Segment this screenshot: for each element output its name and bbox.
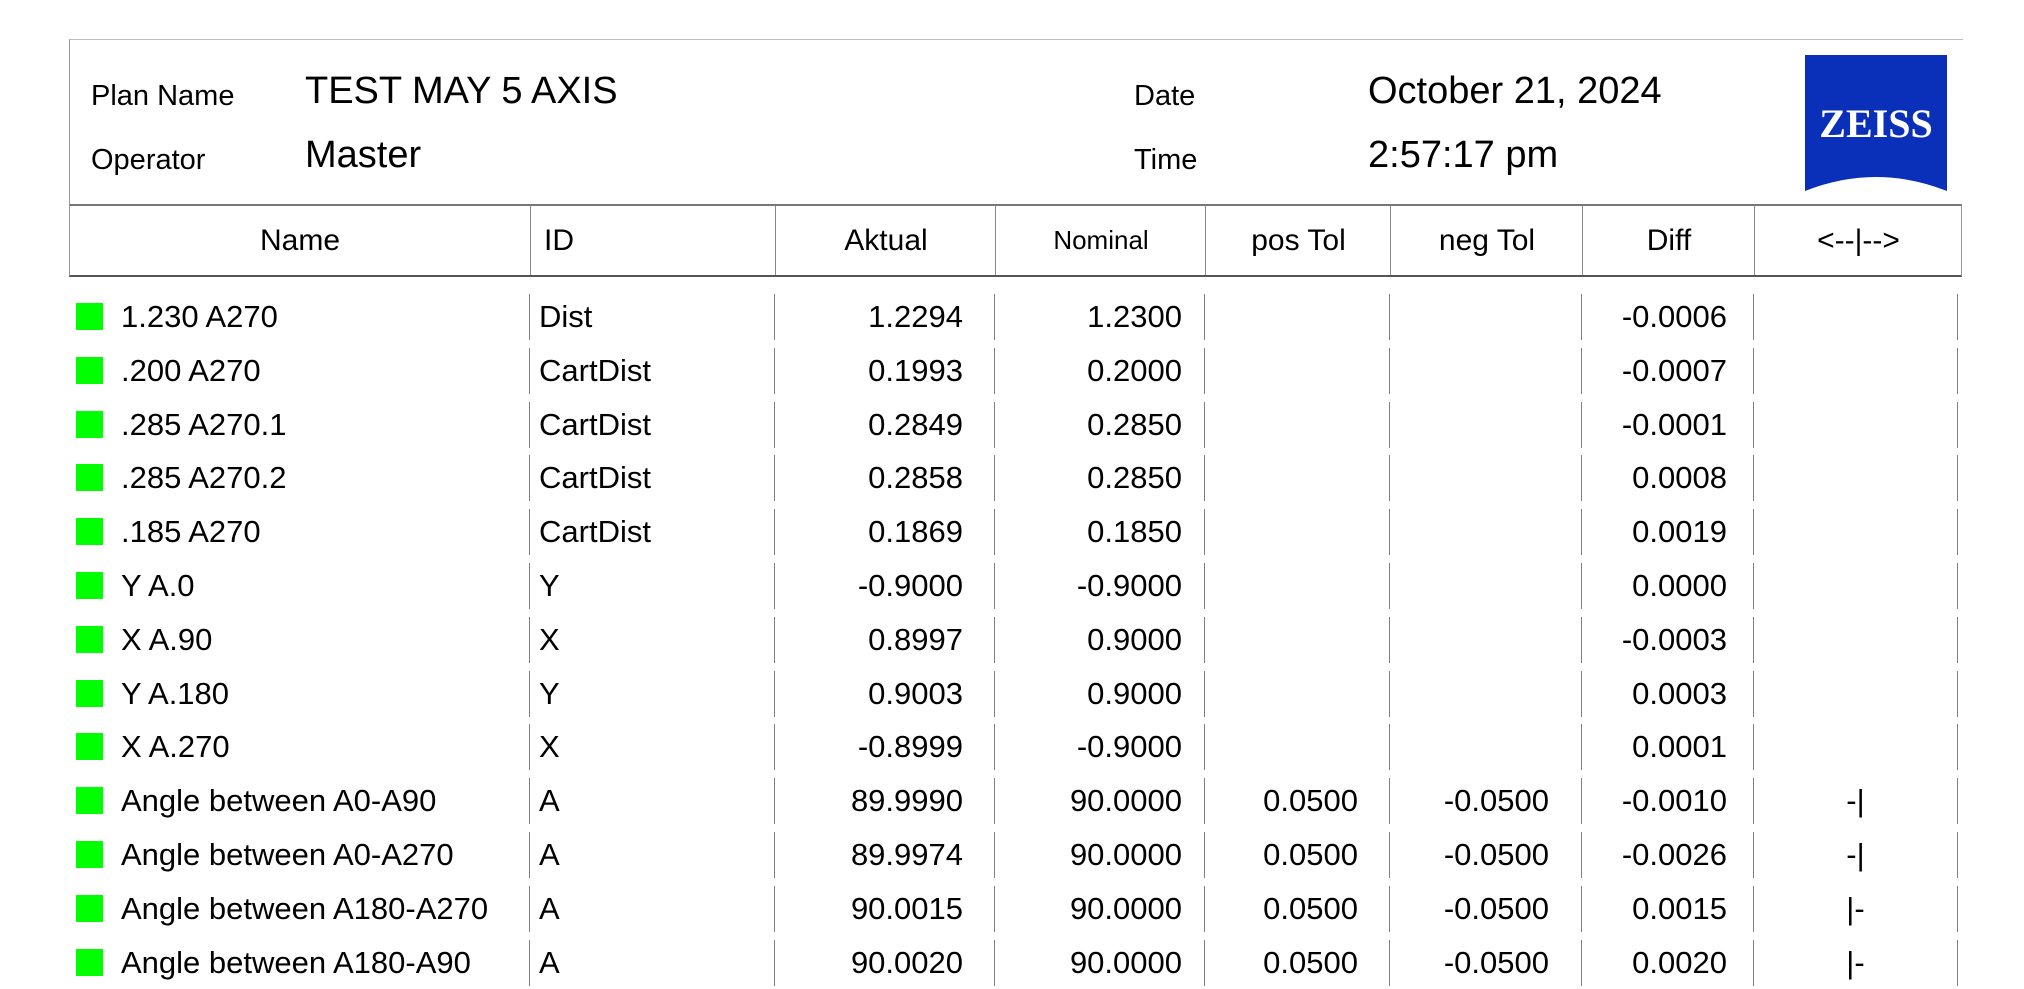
nominal-value: 90.0000 bbox=[994, 940, 1204, 986]
pos-tol-value bbox=[1204, 348, 1389, 394]
actual-value: 0.2858 bbox=[774, 455, 994, 501]
status-indicator-icon bbox=[76, 680, 103, 707]
table-row bbox=[69, 559, 1962, 613]
actual-value: 89.9990 bbox=[774, 778, 994, 824]
neg-tol-value: -0.0500 bbox=[1389, 886, 1581, 932]
table-row bbox=[69, 720, 1962, 774]
neg-tol-value bbox=[1389, 294, 1581, 340]
feature-id: X bbox=[529, 724, 774, 770]
table-header-row bbox=[69, 204, 1962, 277]
diff-value: 0.0019 bbox=[1581, 509, 1753, 555]
diff-value: -0.0003 bbox=[1581, 617, 1753, 663]
tolerance-indicator bbox=[1753, 348, 1958, 394]
nominal-value: 90.0000 bbox=[994, 832, 1204, 878]
diff-value: 0.0000 bbox=[1581, 563, 1753, 609]
feature-id: A bbox=[529, 940, 774, 986]
column-header-indicator: <--|--> bbox=[1754, 206, 1962, 275]
diff-value: 0.0020 bbox=[1581, 940, 1753, 986]
operator-label: Operator bbox=[91, 144, 206, 176]
feature-name: .200 A270 bbox=[121, 352, 261, 388]
neg-tol-value bbox=[1389, 724, 1581, 770]
nominal-value: -0.9000 bbox=[994, 563, 1204, 609]
actual-value: 89.9974 bbox=[774, 832, 994, 878]
diff-value: -0.0007 bbox=[1581, 348, 1753, 394]
tolerance-indicator bbox=[1753, 455, 1958, 501]
pos-tol-value bbox=[1204, 724, 1389, 770]
nominal-value: 1.2300 bbox=[994, 294, 1204, 340]
feature-id: CartDist bbox=[529, 348, 774, 394]
status-indicator-icon bbox=[76, 518, 103, 545]
diff-value: -0.0010 bbox=[1581, 778, 1753, 824]
neg-tol-value bbox=[1389, 617, 1581, 663]
status-indicator-icon bbox=[76, 464, 103, 491]
diff-value: -0.0006 bbox=[1581, 294, 1753, 340]
feature-id: A bbox=[529, 886, 774, 932]
tolerance-indicator: |- bbox=[1753, 940, 1958, 986]
table-row bbox=[69, 398, 1962, 452]
plan-name-value: TEST MAY 5 AXIS bbox=[305, 70, 618, 112]
feature-id: CartDist bbox=[529, 509, 774, 555]
tolerance-indicator bbox=[1753, 671, 1958, 717]
nominal-value: 90.0000 bbox=[994, 886, 1204, 932]
status-indicator-icon bbox=[76, 411, 103, 438]
nominal-value: 0.1850 bbox=[994, 509, 1204, 555]
actual-value: 90.0020 bbox=[774, 940, 994, 986]
table-row bbox=[69, 774, 1962, 828]
column-header-actual: Aktual bbox=[775, 206, 996, 275]
table-row bbox=[69, 613, 1962, 667]
nominal-value: 0.9000 bbox=[994, 671, 1204, 717]
status-indicator-icon bbox=[76, 841, 103, 868]
feature-id: Y bbox=[529, 671, 774, 717]
pos-tol-value bbox=[1204, 617, 1389, 663]
date-label: Date bbox=[1134, 80, 1196, 112]
operator-value: Master bbox=[305, 134, 422, 176]
nominal-value: -0.9000 bbox=[994, 724, 1204, 770]
feature-id: Y bbox=[529, 563, 774, 609]
actual-value: 0.1869 bbox=[774, 509, 994, 555]
neg-tol-value bbox=[1389, 563, 1581, 609]
diff-value: 0.0008 bbox=[1581, 455, 1753, 501]
pos-tol-value bbox=[1204, 509, 1389, 555]
neg-tol-value bbox=[1389, 402, 1581, 448]
column-header-nominal: Nominal bbox=[995, 206, 1206, 275]
zeiss-logo-text: ZEISS bbox=[1819, 101, 1933, 146]
column-header-name: Name bbox=[259, 224, 341, 257]
tolerance-indicator bbox=[1753, 402, 1958, 448]
actual-value: -0.9000 bbox=[774, 563, 994, 609]
feature-name: Angle between A0-A90 bbox=[121, 783, 437, 819]
actual-value: 0.2849 bbox=[774, 402, 994, 448]
feature-id: CartDist bbox=[529, 402, 774, 448]
actual-value: 1.2294 bbox=[774, 294, 994, 340]
pos-tol-value: 0.0500 bbox=[1204, 940, 1389, 986]
table-row bbox=[69, 344, 1962, 398]
feature-id: A bbox=[529, 778, 774, 824]
actual-value: -0.8999 bbox=[774, 724, 994, 770]
report-header bbox=[69, 39, 1963, 204]
diff-value: -0.0001 bbox=[1581, 402, 1753, 448]
zeiss-logo bbox=[1805, 55, 1947, 197]
status-indicator-icon bbox=[76, 895, 103, 922]
status-indicator-icon bbox=[76, 357, 103, 384]
date-value: October 21, 2024 bbox=[1368, 70, 1662, 112]
tolerance-indicator bbox=[1753, 563, 1958, 609]
feature-name: Angle between A0-A270 bbox=[121, 836, 454, 872]
tolerance-indicator bbox=[1753, 509, 1958, 555]
feature-name: Angle between A180-A270 bbox=[121, 890, 489, 926]
pos-tol-value: 0.0500 bbox=[1204, 832, 1389, 878]
feature-name: Y A.0 bbox=[121, 567, 195, 603]
table-row bbox=[69, 882, 1962, 936]
actual-value: 0.9003 bbox=[774, 671, 994, 717]
nominal-value: 90.0000 bbox=[994, 778, 1204, 824]
neg-tol-value: -0.0500 bbox=[1389, 832, 1581, 878]
pos-tol-value bbox=[1204, 402, 1389, 448]
status-indicator-icon bbox=[76, 572, 103, 599]
pos-tol-value bbox=[1204, 563, 1389, 609]
status-indicator-icon bbox=[76, 733, 103, 760]
feature-id: Dist bbox=[529, 294, 774, 340]
table-row bbox=[69, 667, 1962, 721]
tolerance-indicator: -| bbox=[1753, 778, 1958, 824]
diff-value: -0.0026 bbox=[1581, 832, 1753, 878]
feature-id: X bbox=[529, 617, 774, 663]
actual-value: 0.1993 bbox=[774, 348, 994, 394]
column-header-diff: Diff bbox=[1582, 206, 1755, 275]
measurement-table bbox=[69, 290, 1962, 989]
neg-tol-value: -0.0500 bbox=[1389, 778, 1581, 824]
nominal-value: 0.2850 bbox=[994, 402, 1204, 448]
feature-name: X A.90 bbox=[121, 621, 213, 657]
feature-name: Y A.180 bbox=[121, 675, 230, 711]
tolerance-indicator bbox=[1753, 294, 1958, 340]
pos-tol-value bbox=[1204, 455, 1389, 501]
time-value: 2:57:17 pm bbox=[1368, 134, 1559, 176]
time-label: Time bbox=[1134, 144, 1198, 176]
diff-value: 0.0015 bbox=[1581, 886, 1753, 932]
table-row bbox=[69, 290, 1962, 344]
feature-name: Angle between A180-A90 bbox=[121, 944, 471, 980]
column-header-id: ID bbox=[530, 206, 775, 275]
actual-value: 0.8997 bbox=[774, 617, 994, 663]
pos-tol-value bbox=[1204, 294, 1389, 340]
table-row bbox=[69, 936, 1962, 989]
feature-name: X A.270 bbox=[121, 729, 230, 765]
pos-tol-value: 0.0500 bbox=[1204, 778, 1389, 824]
feature-id: CartDist bbox=[529, 455, 774, 501]
status-indicator-icon bbox=[76, 949, 103, 976]
plan-name-label: Plan Name bbox=[91, 80, 235, 112]
neg-tol-value bbox=[1389, 455, 1581, 501]
nominal-value: 0.2000 bbox=[994, 348, 1204, 394]
feature-id: A bbox=[529, 832, 774, 878]
neg-tol-value: -0.0500 bbox=[1389, 940, 1581, 986]
feature-name: .285 A270.1 bbox=[121, 406, 287, 442]
pos-tol-value bbox=[1204, 671, 1389, 717]
tolerance-indicator: |- bbox=[1753, 886, 1958, 932]
tolerance-indicator bbox=[1753, 617, 1958, 663]
status-indicator-icon bbox=[76, 626, 103, 653]
diff-value: 0.0003 bbox=[1581, 671, 1753, 717]
feature-name: .185 A270 bbox=[121, 514, 261, 550]
column-header-neg-tol: neg Tol bbox=[1390, 206, 1583, 275]
column-header-pos-tol: pos Tol bbox=[1205, 206, 1391, 275]
tolerance-indicator: -| bbox=[1753, 832, 1958, 878]
neg-tol-value bbox=[1389, 348, 1581, 394]
neg-tol-value bbox=[1389, 671, 1581, 717]
pos-tol-value: 0.0500 bbox=[1204, 886, 1389, 932]
neg-tol-value bbox=[1389, 509, 1581, 555]
status-indicator-icon bbox=[76, 787, 103, 814]
feature-name: 1.230 A270 bbox=[121, 299, 278, 334]
status-indicator-icon bbox=[76, 303, 103, 330]
tolerance-indicator bbox=[1753, 724, 1958, 770]
nominal-value: 0.2850 bbox=[994, 455, 1204, 501]
feature-name: .285 A270.2 bbox=[121, 460, 287, 496]
diff-value: 0.0001 bbox=[1581, 724, 1753, 770]
table-row bbox=[69, 505, 1962, 559]
nominal-value: 0.9000 bbox=[994, 617, 1204, 663]
table-row bbox=[69, 828, 1962, 882]
actual-value: 90.0015 bbox=[774, 886, 994, 932]
table-row bbox=[69, 451, 1962, 505]
